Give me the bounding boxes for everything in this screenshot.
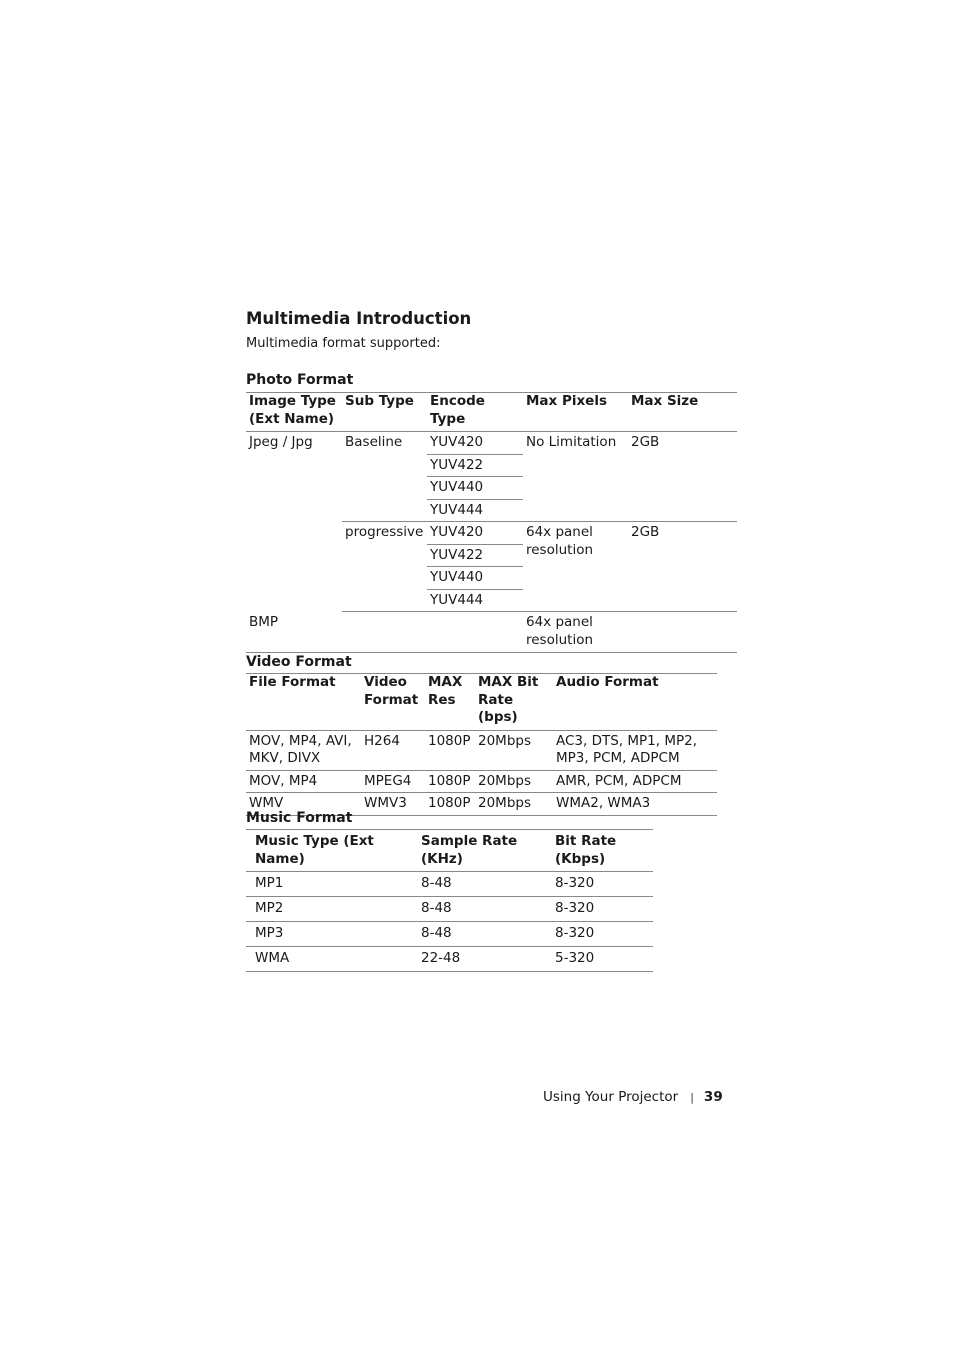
sub-type-cell: progressive [342,522,427,612]
video-format-cell: H264 [361,730,425,770]
music-format-heading: Music Format [246,810,353,826]
header-cell: Encode Type [427,393,523,432]
file-format-cell: WMV [246,793,361,816]
max-bit-rate-cell: 20Mbps [475,793,553,816]
sample-rate-cell: 22-48 [412,947,546,972]
music-type-cell: MP1 [246,872,412,897]
music-format-table [246,829,653,972]
music-type-cell: MP3 [246,922,412,947]
music-type-cell: WMA [246,947,412,972]
bit-rate-cell: 8-320 [546,897,653,922]
table-row [246,922,653,947]
table-row [246,897,653,922]
audio-format-cell: AMR, PCM, ADPCM [553,770,717,793]
footer-section-label: Using Your Projector [543,1089,679,1105]
max-res-cell: 1080P [425,770,475,793]
table-header-row [246,674,717,731]
page-footer [543,1089,723,1105]
max-size-cell [628,612,737,653]
max-size-cell: 2GB [628,522,737,612]
file-format-cell: MOV, MP4 [246,770,361,793]
header-cell: MAX Res [425,674,475,731]
photo-format-table [246,392,737,653]
encode-type-cell [427,612,523,653]
encode-type-cell: YUV420 [427,522,523,545]
header-cell: Audio Format [553,674,717,731]
video-format-cell: MPEG4 [361,770,425,793]
image-type-cell: Jpeg / Jpg [249,434,313,450]
header-cell: Sample Rate (KHz) [412,830,546,872]
header-cell: Image Type (Ext Name) [246,393,342,432]
header-cell: Music Type (Ext Name) [246,830,412,872]
encode-type-cell: YUV420 [427,432,523,455]
header-cell: Bit Rate (Kbps) [546,830,653,872]
max-bit-rate-cell: 20Mbps [475,770,553,793]
max-res-cell: 1080P [425,793,475,816]
music-type-cell: MP2 [246,897,412,922]
audio-format-cell: WMA2, WMA3 [553,793,717,816]
table-row [246,612,737,653]
header-cell: Video Format [361,674,425,731]
encode-type-cell: YUV444 [427,589,523,612]
header-cell: Sub Type [342,393,427,432]
footer-divider: | [690,1091,694,1104]
encode-type-cell: YUV422 [427,544,523,567]
max-size-cell: 2GB [628,432,737,522]
bit-rate-cell: 5-320 [546,947,653,972]
page-title: Multimedia Introduction [246,309,472,328]
table-row [246,770,717,793]
table-header-row [246,830,653,872]
photo-format-heading: Photo Format [246,372,354,388]
table-row [246,947,653,972]
audio-format-cell: AC3, DTS, MP1, MP2, MP3, PCM, ADPCM [553,730,717,770]
image-type-cell: BMP [246,612,342,653]
table-header-row [246,393,737,432]
video-format-heading: Video Format [246,654,352,670]
bit-rate-cell: 8-320 [546,872,653,897]
table-row [246,872,653,897]
encode-type-cell: YUV440 [427,567,523,590]
encode-type-cell: YUV422 [427,454,523,477]
page-number: 39 [703,1089,723,1105]
encode-type-cell: YUV440 [427,477,523,500]
max-pixels-cell: 64x panel resolution [523,612,628,653]
sample-rate-cell: 8-48 [412,897,546,922]
max-res-cell: 1080P [425,730,475,770]
max-pixels-cell: No Limitation [523,432,628,522]
max-pixels-cell: 64x panel resolution [523,522,628,612]
sub-type-cell [342,612,427,653]
table-row [246,432,737,455]
intro-text: Multimedia format supported: [246,336,441,351]
encode-type-cell: YUV444 [427,499,523,522]
header-cell: File Format [246,674,361,731]
sample-rate-cell: 8-48 [412,922,546,947]
header-cell: Max Pixels [523,393,628,432]
sample-rate-cell: 8-48 [412,872,546,897]
video-format-cell: WMV3 [361,793,425,816]
header-cell: MAX Bit Rate (bps) [475,674,553,731]
bit-rate-cell: 8-320 [546,922,653,947]
max-bit-rate-cell: 20Mbps [475,730,553,770]
sub-type-cell: Baseline [342,432,427,522]
file-format-cell: MOV, MP4, AVI, MKV, DIVX [246,730,361,770]
table-row [246,730,717,770]
video-format-table [246,673,717,816]
header-cell: Max Size [628,393,737,432]
